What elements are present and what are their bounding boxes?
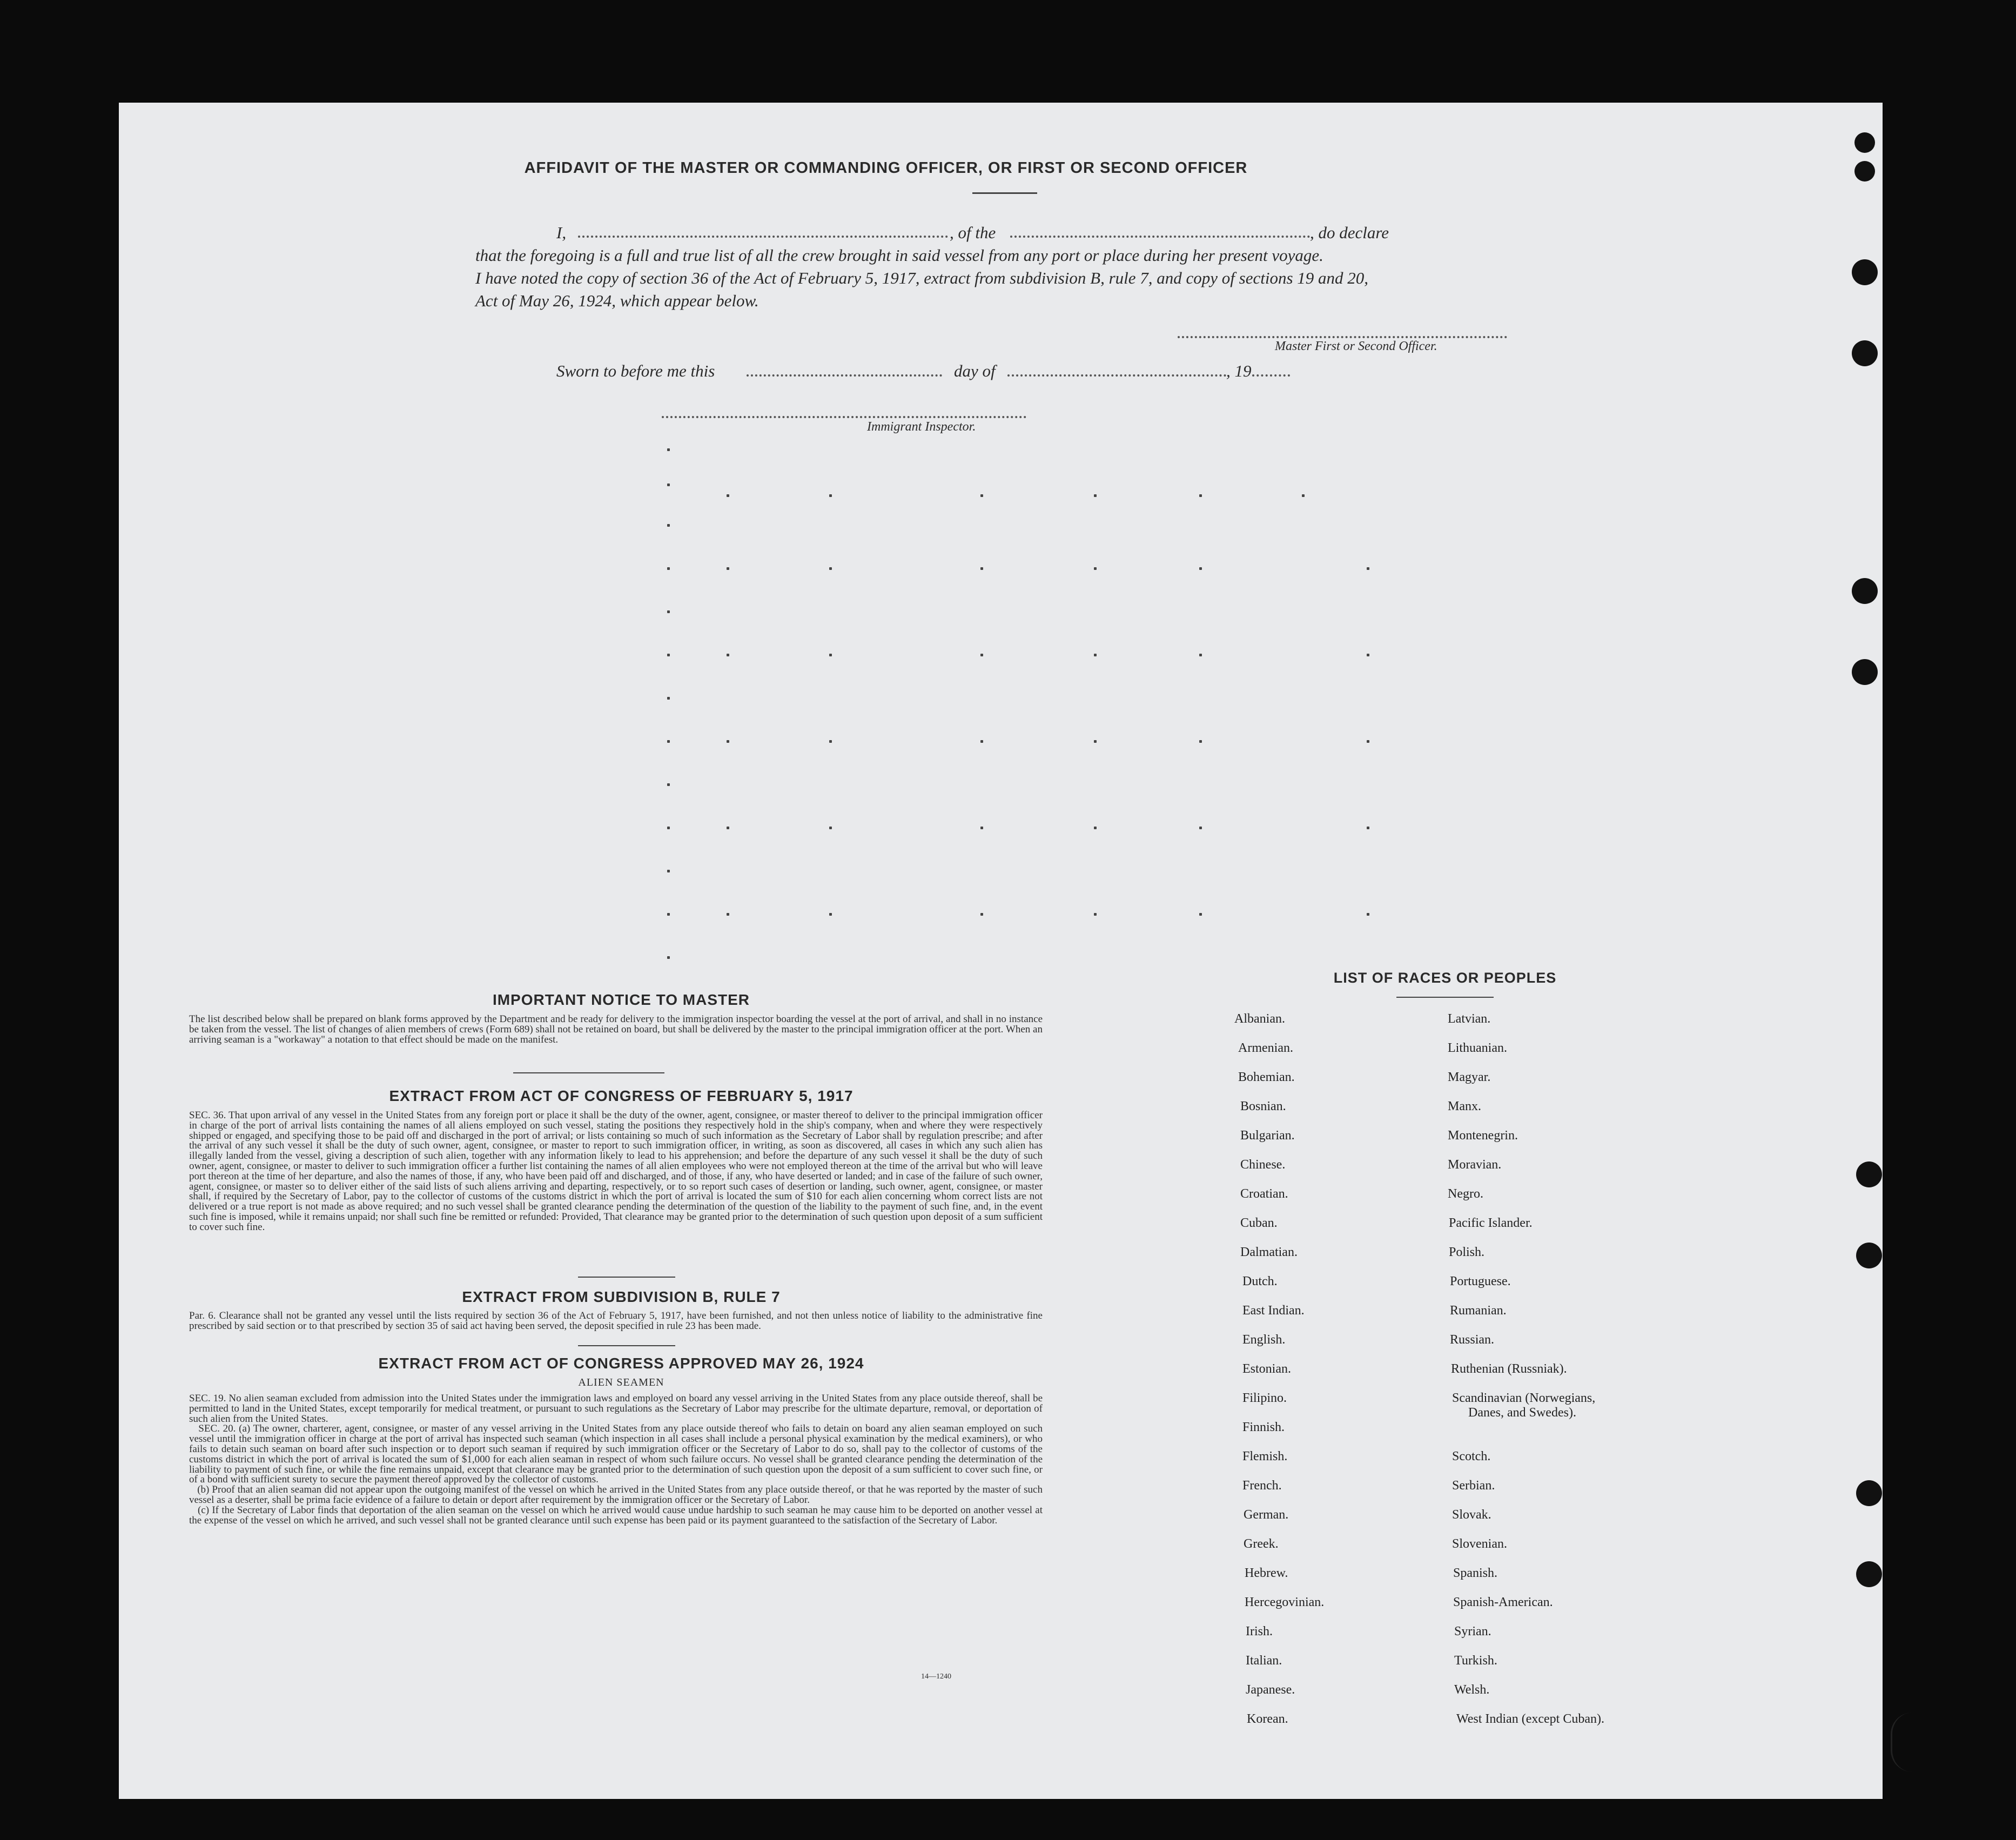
race-item: Bohemian.	[1238, 1070, 1295, 1084]
grid-dot	[1367, 740, 1369, 743]
race-item: Negro.	[1448, 1187, 1483, 1201]
race-item: Japanese.	[1246, 1683, 1295, 1697]
extract-1917-text: SEC. 36. That upon arrival of any vessel in the United States from any foreign port or place it shall be the duty of the owner, agent, consignee, or master thereof to deliver to the principal immigration officer in charge of the port of arrival lists containing the names of all aliens employed on such vessel, stating the positions they respectively hold in the ship's company, when and where they were respectively shipped or engaged, and specifying those to be paid off and discharged in the port of arrival; or lists containing so much of such information as the Secretary of Labor shall by regulation prescribe; and after the arrival of any such vessel it shall be the duty of such owner, agent, consignee, or master to report to such immigration officer, in writing, as soon as discovered, all cases in which any such alien has illegally landed from the vessel, giving a description of such alien, together with any information likely to lead to his apprehension; and before the departure of any such vessel it shall be the duty of such owner, agent, consignee, or master to deliver to such immigration officer a further list containing the names of all alien employees who were not employed thereon at the time of the arrival but who will leave port thereon at the time of her departure, and also the names of those, if any, who have been paid off and discharged, and of those, if any, who have deserted or landed; and in case of the failure of such owner, agent, consignee, or master so to deliver either of the said lists of such aliens arriving and departing, respectively, or to so report such cases of desertion or landing, such owner, agent, consignee, or master shall, if required by the Secretary of Labor, pay to the collector of customs of the customs district in which the port of arrival is located the sum of $10 for each alien concerning whom correct lists are not delivered or a true report is not made as above required; and no such vessel shall be granted clearance pending the determination of the question of the liability to the payment of such fine, and, in the event such fine is imposed, while it remains unpaid; nor shall such fine be remitted or refunded: Provided, That clearance may be granted prior to the determination of such question upon deposit of a sum sufficient to cover such fine.	[189, 1110, 1045, 1233]
grid-dot	[727, 740, 729, 743]
affidavit-do-declare: , do declare	[1310, 223, 1389, 242]
grid-dot	[829, 494, 832, 497]
race-item: Danes, and Swedes).	[1468, 1406, 1576, 1420]
race-item: Welsh.	[1454, 1683, 1490, 1697]
grid-dot	[667, 610, 670, 613]
binder-hole-icon	[1856, 1480, 1882, 1506]
grid-dot	[1094, 740, 1097, 743]
grid-dot	[1302, 494, 1305, 497]
binder-hole-icon	[1854, 161, 1875, 182]
grid-dot	[1094, 654, 1097, 656]
extract-rule7-text: Par. 6. Clearance shall not be granted any vessel until the lists required by section 36 of the Act of February 5, 1917, have been furnished, and not then unless notice of liability to the administrative fine prescribed by said section or to that prescribed by section 35 of said act having been served, the deposit specified in rule 23 has been made.	[189, 1310, 1045, 1332]
title-underline	[972, 192, 1037, 194]
grid-dot	[829, 913, 832, 916]
grid-dot	[1199, 913, 1202, 916]
race-item: Cuban.	[1240, 1216, 1278, 1230]
race-item: Scotch.	[1452, 1449, 1491, 1463]
race-item: Spanish.	[1453, 1566, 1498, 1580]
page-mark	[1891, 1713, 1930, 1772]
sworn-label: Sworn to before me this	[556, 361, 715, 380]
year-prefix: , 19	[1226, 361, 1252, 380]
race-item: Croatian.	[1240, 1187, 1288, 1201]
race-item: Hercegovinian.	[1245, 1595, 1325, 1609]
grid-dot	[727, 494, 729, 497]
race-item: Spanish-American.	[1453, 1595, 1553, 1609]
grid-dot	[829, 827, 832, 829]
race-item: Finnish.	[1242, 1420, 1285, 1434]
binder-hole-icon	[1852, 340, 1878, 366]
extract-rule7-title: EXTRACT FROM SUBDIVISION B, RULE 7	[462, 1288, 781, 1305]
grid-dot	[980, 740, 983, 743]
grid-dot	[667, 567, 670, 570]
grid-dot	[667, 827, 670, 829]
race-item: Lithuanian.	[1448, 1041, 1507, 1055]
grid-dot	[667, 483, 670, 486]
grid-dot	[829, 654, 832, 656]
race-item: Polish.	[1449, 1245, 1485, 1259]
grid-dot	[829, 740, 832, 743]
grid-dot	[1367, 654, 1369, 656]
race-item: Russian.	[1450, 1333, 1495, 1347]
grid-dot	[1199, 494, 1202, 497]
form-number: 14—1240	[921, 1673, 951, 1681]
races-title-underline	[1396, 997, 1494, 998]
grid-dot	[667, 697, 670, 700]
race-item: Manx.	[1448, 1099, 1481, 1113]
affidavit-title: AFFIDAVIT OF THE MASTER OR COMMANDING OFFICER, OR FIRST OR SECOND OFFICER	[524, 159, 1248, 177]
race-item: Flemish.	[1242, 1449, 1288, 1463]
grid-dot	[1094, 494, 1097, 497]
binder-hole-icon	[1856, 1161, 1882, 1187]
race-item: Bulgarian.	[1240, 1129, 1295, 1143]
name-blank-line	[578, 236, 948, 238]
race-item: Pacific Islander.	[1449, 1216, 1533, 1230]
race-item: West Indian (except Cuban).	[1456, 1712, 1604, 1726]
affidavit-line-4: Act of May 26, 1924, which appear below.	[475, 291, 759, 310]
extract-1924-text: SEC. 19. No alien seaman excluded from admission into the United States under the immigration laws and employed on board any vessel arriving in the United States from any place outside thereof, shall be permitted to land in the United States, except temporarily for medical treatment, or pursuant to such regulations as the Secretary of Labor may prescribe for the ultimate departure, removal, or deportation of such alien from the United States. SEC. 20. (a) The owner, charterer, agent, consignee, or master of any vessel arriving in the United States from any place outside thereof who fails to detain on board any alien seaman employed on such vessel until the immigration officer in charge at the port of arrival has inspected such seaman (which inspection in all cases shall include a personal physical examination by the medical examiners), or who fails to detain such seaman on board after such inspection or to deport such seaman if required by such immigration officer or the Secretary of Labor to do so, shall pay to the collector of customs of the customs district in which the port of arrival is located the sum of $1,000 for each alien seaman in respect of whom such failure occurs. No vessel shall be granted clearance pending the determination of the liability to payment of such fine, or while the fine remains unpaid, except that clearance may be granted prior to the determination of such question upon the deposit of a sum sufficient to cover such fine, or of a bond with sufficient surety to secure the payment thereof approved by the collector of customs. (b) Proof that an alien seaman did not appear upon the outgoing manifest of the vessel on which he arrived in the United States from any place outside thereof, or that he was reported by the master of such vessel as a deserter, shall be prima facie evidence of a failure to detain or deport after requirement by the immigration officer or the Secretary of Labor. (c) If the Secretary of Labor finds that deportation of the alien seaman on the vessel on which he arrived would cause undue hardship to such seaman he may cause him to be deported on another vessel at the expense of the vessel on which he arrived, and such vessel shall not be granted clearance until such expense has been paid or its payment guaranteed to the satisfaction of the Secretary of Labor.	[189, 1393, 1043, 1526]
grid-dot	[980, 494, 983, 497]
grid-dot	[980, 827, 983, 829]
races-title: LIST OF RACES OR PEOPLES	[1333, 970, 1557, 986]
grid-dot	[667, 654, 670, 656]
grid-dot	[667, 870, 670, 872]
notice-title: IMPORTANT NOTICE TO MASTER	[492, 991, 750, 1008]
document-sheet	[119, 103, 1883, 1799]
grid-dot	[1094, 913, 1097, 916]
grid-dot	[829, 567, 832, 570]
grid-dot	[667, 524, 670, 527]
affidavit-of-the: , of the	[950, 223, 996, 242]
grid-dot	[1199, 740, 1202, 743]
race-item: Syrian.	[1454, 1624, 1491, 1638]
binder-hole-icon	[1852, 659, 1878, 685]
grid-dot	[980, 654, 983, 656]
grid-dot	[667, 783, 670, 786]
grid-dot	[727, 913, 729, 916]
grid-dot	[667, 448, 670, 451]
extract-1917-title: EXTRACT FROM ACT OF CONGRESS OF FEBRUARY 5, 1917	[389, 1087, 854, 1104]
race-item: Montenegrin.	[1448, 1129, 1518, 1143]
race-item: English.	[1242, 1333, 1286, 1347]
grid-dot	[980, 913, 983, 916]
vessel-blank-line	[1010, 236, 1310, 238]
race-item: Armenian.	[1238, 1041, 1293, 1055]
grid-dot	[727, 654, 729, 656]
grid-dot	[980, 567, 983, 570]
race-item: Korean.	[1247, 1712, 1288, 1726]
inspector-caption: Immigrant Inspector.	[867, 420, 976, 434]
binder-hole-icon	[1856, 1243, 1882, 1268]
notice-text: The list described below shall be prepared on blank forms approved by the Department and be ready for delivery to the immigration inspector boarding the vessel at the port of arrival, and shall in no instance be taken from the vessel. The list of changes of alien members of crews (Form 689) shall not be retained on board, but shall be delivered by the master to the principal immigration officer at the port. When an arriving seaman is a "workaway" a notation to that effect should be made on the manifest.	[189, 1013, 1045, 1045]
race-item: East Indian.	[1242, 1304, 1305, 1318]
grid-dot	[727, 567, 729, 570]
race-item: German.	[1244, 1508, 1289, 1522]
grid-dot	[1367, 567, 1369, 570]
grid-dot	[667, 956, 670, 959]
day-of-label: day of	[954, 361, 996, 380]
race-item: Bosnian.	[1240, 1099, 1286, 1113]
affidavit-line-2: that the foregoing is a full and true list of all the crew brought in said vessel from any port or place during her present voyage.	[475, 246, 1323, 265]
race-item: Estonian.	[1242, 1362, 1291, 1376]
grid-dot	[727, 827, 729, 829]
race-item: Irish.	[1246, 1624, 1273, 1638]
race-item: Dutch.	[1242, 1274, 1278, 1288]
race-item: Albanian.	[1234, 1012, 1285, 1026]
race-item: Dalmatian.	[1240, 1245, 1298, 1259]
grid-dot	[1199, 654, 1202, 656]
race-item: French.	[1242, 1479, 1282, 1493]
year-blank-line	[1252, 374, 1290, 377]
race-item: Slovak.	[1452, 1508, 1491, 1522]
race-item: Greek.	[1244, 1537, 1279, 1551]
affidavit-i-label: I,	[556, 223, 567, 242]
race-item: Italian.	[1246, 1654, 1282, 1668]
race-item: Turkish.	[1454, 1654, 1497, 1668]
race-item: Moravian.	[1448, 1158, 1502, 1172]
affidavit-line-3: I have noted the copy of section 36 of the Act of February 5, 1917, extract from subdivision B, rule 7, and copy of sections 19 and 20,	[475, 268, 1369, 287]
race-item: Latvian.	[1448, 1012, 1491, 1026]
extract-1924-title: EXTRACT FROM ACT OF CONGRESS APPROVED MAY 26, 1924	[378, 1355, 864, 1372]
inspector-signature-line	[662, 416, 1026, 418]
master-signature-line	[1178, 336, 1507, 338]
race-item: Hebrew.	[1245, 1566, 1288, 1580]
grid-dot	[1199, 827, 1202, 829]
race-item: Portuguese.	[1450, 1274, 1511, 1288]
binder-hole-icon	[1852, 578, 1878, 604]
sworn-day-blank-line	[747, 374, 942, 377]
race-item: Scandinavian (Norwegians,	[1452, 1391, 1596, 1405]
extract-1924-subtitle: ALIEN SEAMEN	[578, 1376, 664, 1388]
grid-dot	[1367, 913, 1369, 916]
binder-hole-icon	[1852, 259, 1878, 285]
grid-dot	[667, 913, 670, 916]
race-item: Slovenian.	[1452, 1537, 1507, 1551]
race-item: Serbian.	[1452, 1479, 1495, 1493]
binder-hole-icon	[1854, 132, 1875, 153]
race-item: Filipino.	[1242, 1391, 1287, 1405]
section-divider	[578, 1277, 675, 1278]
section-divider	[578, 1345, 675, 1346]
section-divider	[513, 1072, 664, 1073]
grid-dot	[1094, 827, 1097, 829]
grid-dot	[667, 740, 670, 743]
race-item: Ruthenian (Russniak).	[1451, 1362, 1567, 1376]
grid-dot	[1367, 827, 1369, 829]
sworn-month-blank-line	[1007, 374, 1226, 377]
race-item: Chinese.	[1240, 1158, 1286, 1172]
grid-dot	[1199, 567, 1202, 570]
binder-hole-icon	[1856, 1561, 1882, 1587]
master-caption: Master First or Second Officer.	[1275, 339, 1437, 353]
grid-dot	[1094, 567, 1097, 570]
race-item: Magyar.	[1448, 1070, 1491, 1084]
race-item: Rumanian.	[1450, 1304, 1507, 1318]
